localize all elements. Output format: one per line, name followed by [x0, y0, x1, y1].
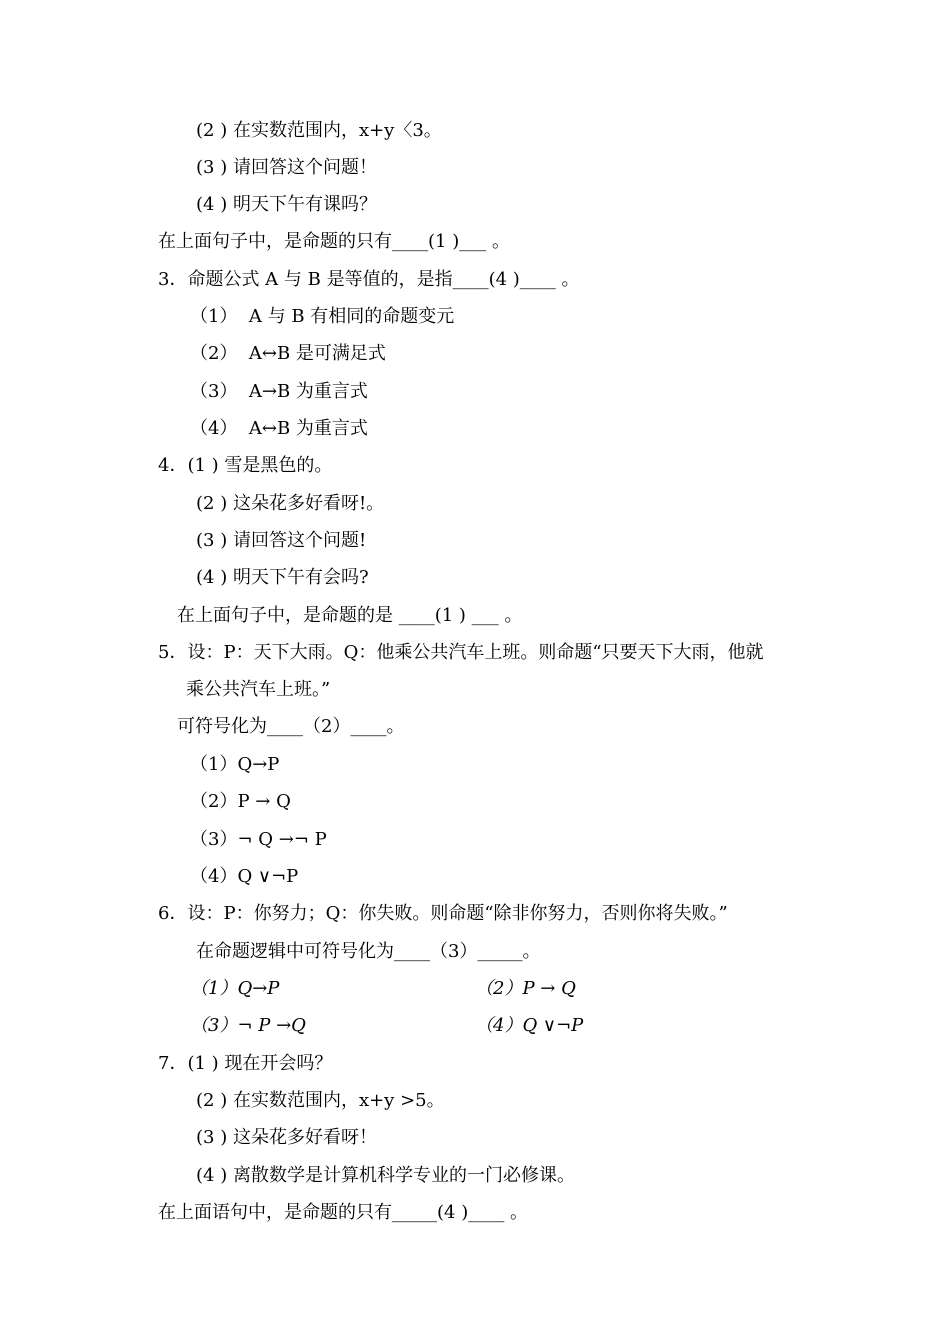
q3-stem: [158, 269, 580, 291]
q2-option-4: (4 ) 明天下午有课吗？: [196, 194, 377, 215]
q6-stem-line-1: 6．设：P：你努力；Q：你失败。则命题“除非你努力，否则你将失败。”: [158, 903, 728, 924]
q5-stem-line-1: 5．设：P：天下大雨。Q：他乘公共汽车上班。则命题“只要天下大雨，他就: [158, 642, 764, 663]
q5-option-4: （4）Q ∨¬P: [190, 866, 299, 887]
q3-option-1: （1） A 与 B 有相同的命题变元: [190, 306, 455, 327]
q2-answer-line: [158, 231, 510, 253]
q6-answer-prefix: 在命题逻辑中可符号化为: [196, 941, 394, 962]
q2-answer-prefix: 在上面句子中，是命题的只有: [158, 231, 392, 252]
q4-option-3: (3 ) 请回答这个问题!: [196, 530, 367, 551]
q4-answer-prefix: 在上面句子中，是命题的是: [177, 605, 399, 626]
q7-answer-suffix: 。: [504, 1202, 528, 1223]
q2-option-3: (3 ) 请回答这个问题！: [196, 157, 377, 178]
q3-option-4: （4） A↔B 为重言式: [190, 418, 368, 439]
q5-stem-line-2: 乘公共汽车上班。”: [186, 679, 331, 700]
q5-answer-line: [177, 716, 404, 738]
q7-option-4: (4 ) 离散数学是计算机科学专业的一门必修课。: [196, 1165, 575, 1186]
q2-answer-suffix: 。: [486, 231, 510, 252]
q6-option-2: （2）P → Q: [475, 978, 576, 999]
q4-option-2: (2 ) 这朵花多好看呀!。: [196, 493, 385, 514]
q2-option-2: (2 ) 在实数范围内，x+y〈3。: [196, 120, 442, 141]
q5-answer-suffix: 。: [386, 716, 405, 737]
q7-answer: _____(4 )____: [392, 1202, 505, 1223]
q4-option-1: 4．(1 ) 雪是黑色的。: [158, 455, 333, 476]
q3-stem-suffix: 。: [555, 269, 580, 290]
q6-option-1: （1）Q→P: [190, 978, 280, 999]
q6-answer-suffix: 。: [522, 941, 541, 962]
q3-option-3: （3） A→B 为重言式: [190, 381, 368, 402]
q6-option-3: （3）¬ P →Q: [190, 1015, 306, 1036]
q6-answer: ____（3）_____: [394, 941, 523, 962]
q7-option-3: (3 ) 这朵花多好看呀！: [196, 1127, 377, 1148]
q6-option-4: （4）Q ∨¬P: [475, 1015, 584, 1036]
q7-option-1: 7．(1 ) 现在开会吗？: [158, 1053, 333, 1074]
q3-option-2: （2） A↔B 是可满足式: [190, 343, 386, 364]
q5-answer-prefix: 可符号化为: [177, 716, 267, 737]
q4-option-4: (4 ) 明天下午有会吗?: [196, 567, 369, 588]
q4-answer-suffix: 。: [498, 605, 523, 626]
q5-option-1: （1）Q→P: [190, 754, 280, 775]
q4-answer-line: [177, 605, 522, 627]
q2-answer: ____(1 )___: [392, 231, 487, 252]
q3-answer: ____(4 )____: [452, 269, 556, 290]
q3-stem-prefix: 3．命题公式 A 与 B 是等值的，是指: [158, 269, 453, 290]
q5-option-2: （2）P → Q: [190, 791, 291, 812]
q4-answer: ____(1 ) ___: [398, 605, 499, 626]
q5-answer: ____（2）____: [267, 716, 387, 737]
q7-answer-line: [158, 1202, 528, 1224]
q7-answer-prefix: 在上面语句中，是命题的只有: [158, 1202, 392, 1223]
q7-option-2: (2 ) 在实数范围内，x+y >5。: [196, 1090, 445, 1111]
q5-option-3: （3）¬ Q →¬ P: [190, 829, 327, 850]
q6-answer-line: [196, 941, 540, 963]
